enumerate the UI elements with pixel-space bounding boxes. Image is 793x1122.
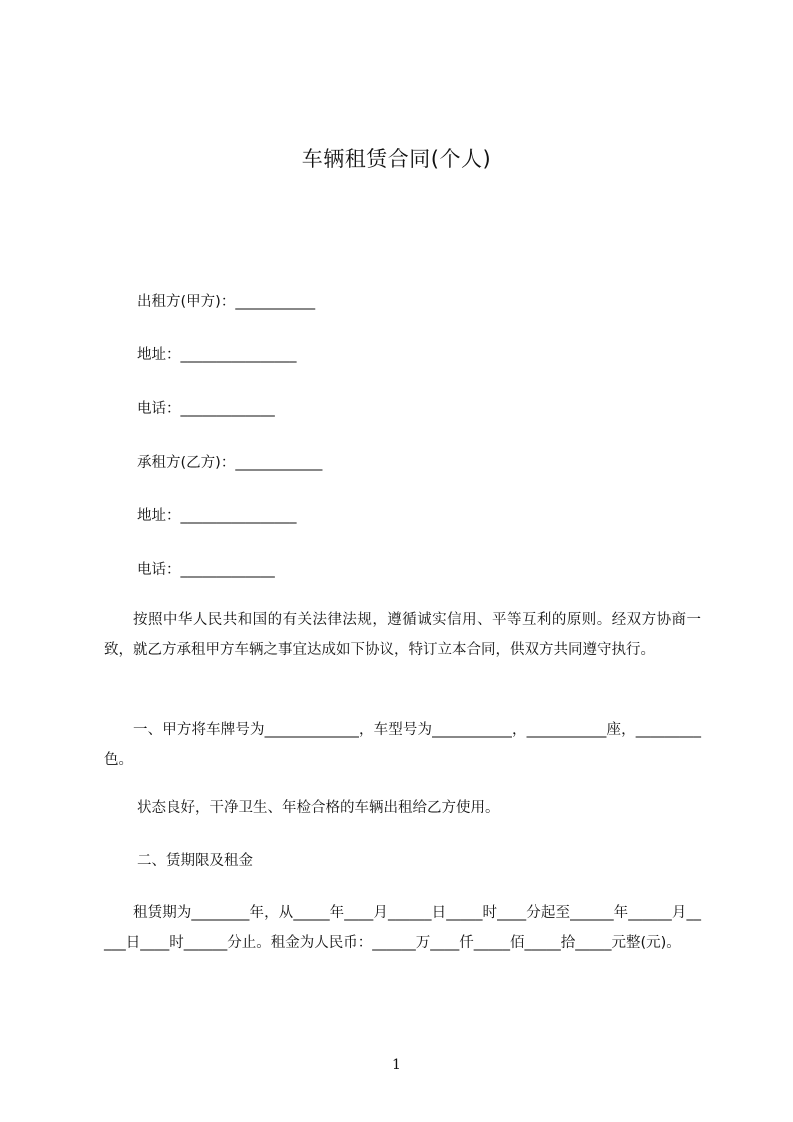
clause-1-paragraph: 一、甲方将车牌号为_____________，车型号为___________，___________座，_________色。 — [104, 722, 701, 768]
clause-1-note: 状态良好，干净卫生、年检合格的车辆出租给乙方使用。 — [137, 800, 500, 816]
page-number: 1 — [392, 1057, 401, 1073]
lessor-phone-line: 电话：_____________ — [137, 401, 275, 417]
lessor-name-line: 出租方(甲方)：___________ — [137, 294, 316, 310]
clause-2-paragraph: 租赁期为________年，从_____年____月______日_____时____分起至______年______月_____日____时______分止。租金为人民币：______万____仟_____佰_____拾_____元整(元)。 — [104, 905, 701, 951]
document-title: 车辆租赁合同(个人) — [301, 147, 492, 171]
lessee-address-line: 地址：________________ — [137, 508, 297, 524]
clause-2-heading: 二、赁期限及租金 — [137, 853, 253, 869]
lessee-phone-line: 电话：_____________ — [137, 562, 275, 578]
preamble-paragraph: 按照中华人民共和国的有关法律法规，遵循诚实信用、平等互利的原则。经双方协商一致，就乙方承租甲方车辆之事宜达成如下协议，特订立本合同，供双方共同遵守执行。 — [104, 612, 701, 658]
lessee-name-line: 承租方(乙方)：____________ — [137, 455, 323, 471]
lessor-address-line: 地址：________________ — [137, 347, 297, 363]
